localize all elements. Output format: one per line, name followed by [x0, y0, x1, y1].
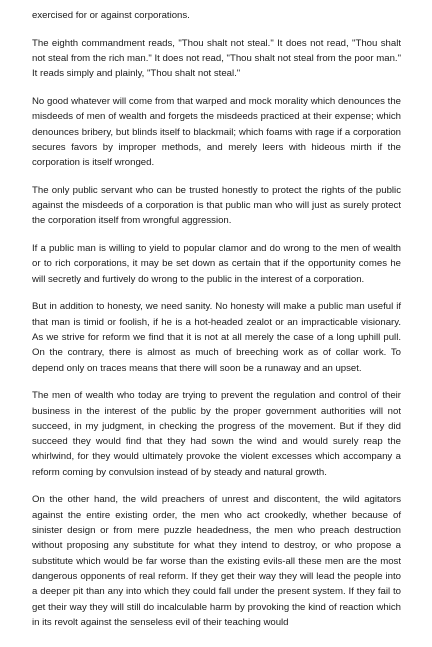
paragraph-public-servant: The only public servant who can be trusted honestly to protect the rights of the public against the misdeeds of a corporation is that public man who will just as surely protect the corporation itself from wrongful aggression.: [32, 184, 401, 227]
paragraph-eighth-commandment: The eighth commandment reads, "Thou shalt not steal." It does not read, "Thou shalt not steal from the rich man." It does not read, "Thou shalt not steal from the poor man." It reads simply and plainly, "Thou shalt not steal.": [32, 37, 401, 80]
paragraph-mock-morality: No good whatever will come from that warped and mock morality which denounces the misdeeds of men of wealth and forgets the misdeeds practiced at their expense; which denounces bribery, but blinds itself to blackmail; which foams with rage if a corporation secures favors by improper methods, and merely leers with hideous mirth if the corporation is itself wronged.: [32, 95, 401, 169]
paragraph-continuation: exercised for or against corporations.: [32, 10, 190, 21]
paragraph-honesty-sanity: But in addition to honesty, we need sanity. No honesty will make a public man useful if that man is timid or foolish, if he is a hot-headed zealot or an impracticable visionary. As we strive for reform we find that it is not at all merely the case of a long uphill pull. On the contrary, there is almost as much of breeching work as of collar work. To depend only on traces means that there will soon be a runaway and an upset.: [32, 301, 401, 374]
paragraph-popular-clamor: If a public man is willing to yield to popular clamor and do wrong to the men of wealth or to rich corporations, it may be set down as certain that if the opportunity comes he will secretly and furtively do wrong to the public in the interest of a corporation.: [32, 243, 401, 285]
paragraph-men-of-wealth: The men of wealth who today are trying to prevent the regulation and control of their business in the interest of the public by the proper government authorities will not succeed, in my judgment, in checking the progress of the movement. But if they did succeed they would find that they had sown the wind and would surely reap the whirlwind, for they would ultimately provoke the violent excesses which accompany a reform coming by convulsion instead of by steady and natural growth.: [32, 390, 401, 478]
paragraph-wild-preachers: On the other hand, the wild preachers of unrest and discontent, the wild agitators against the entire existing order, the men who act crookedly, whether because of sinister design or from mere puzzle headedness, the men who preach destruction without proposing any substitute for what they intend to destroy, or who propose a substitute which would be far worse than the existing evils-all these men are the most dangerous opponents of real reform. If they get their way they will lead the people into a deeper pit than any into which they could fall under the present system. If they fail to get their way they will still do incalculable harm by provoking the kind of reaction which in its revolt against the senseless evil of their teaching would: [32, 494, 401, 628]
